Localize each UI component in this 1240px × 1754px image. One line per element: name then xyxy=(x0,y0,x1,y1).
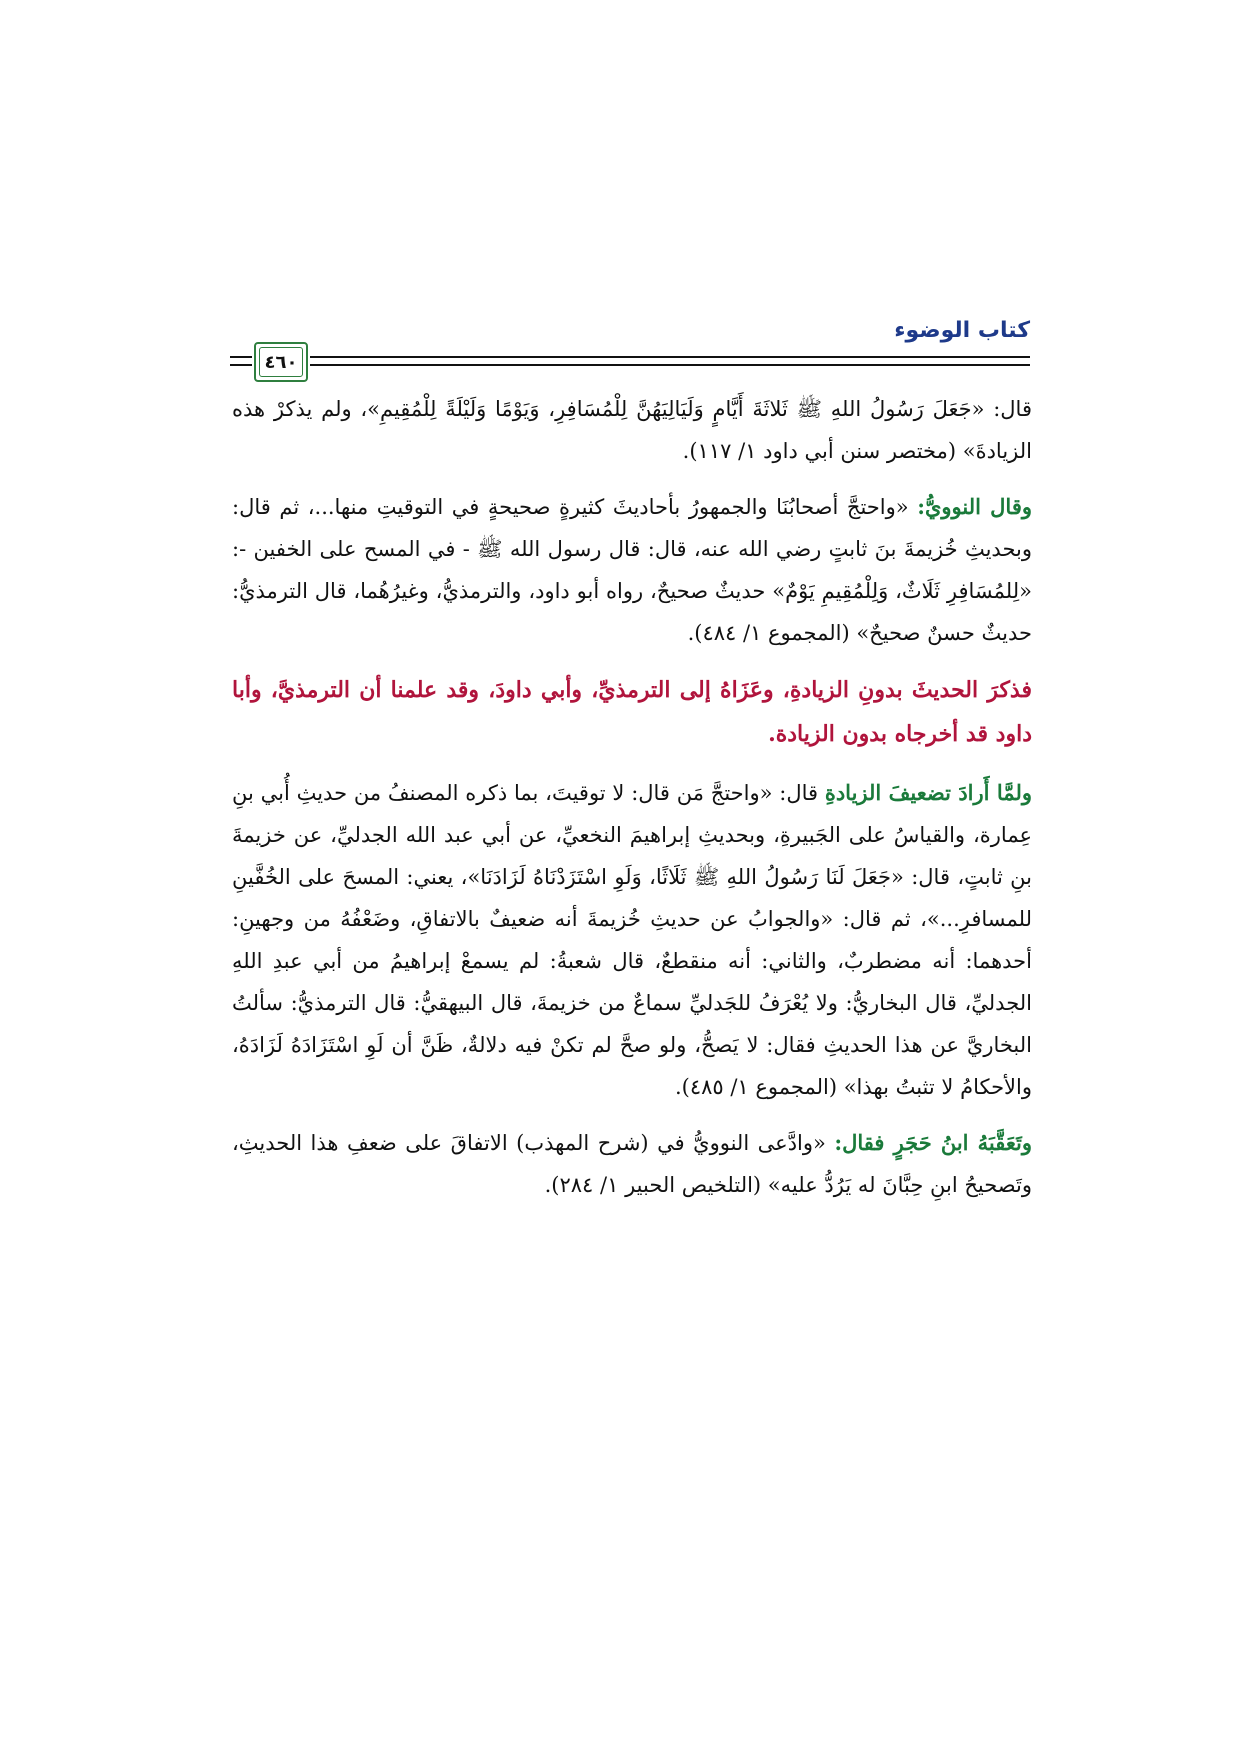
page-number-frame xyxy=(254,342,308,382)
header-rule-top xyxy=(310,356,1030,358)
paragraph-5-text: «وادَّعى النوويُّ في (شرح المهذب) الاتفاقَ على ضعفِ هذا الحديثِ، وتَصحيحُ ابنِ حِبَّانَ له يَرُدُّ عليه» (التلخيص الحبير ١/ ٢٨٤). xyxy=(232,1131,1032,1197)
page-number: ٤٦٠ xyxy=(264,351,298,373)
page-header xyxy=(230,318,1030,378)
paragraph-2-lead: وقال النوويُّ: xyxy=(917,494,1032,519)
paragraph-5-lead: وتَعَقَّبَهُ ابنُ حَجَرٍ فقال: xyxy=(834,1130,1032,1155)
paragraph-2-text: «واحتجَّ أصحابُنَا والجمهورُ بأحاديثَ كثيرةٍ صحيحةٍ في التوقيتِ منها...، ثم قال: وبحديثِ خُزيمةَ بنَ ثابتٍ رضي الله عنه، قال: قال رسول الله ﷺ - في المسح على الخفين -: «لِلمُسَافِرِ ثَلَاثٌ، وَلِلْمُقِيمِ يَوْمٌ» حديثٌ صحيحٌ، رواه أبو داود، والترمذيُّ، وغيرُهُما، قال الترمذيُّ: حديثٌ حسنٌ صحيحٌ» (المجموع ١/ ٤٨٤). xyxy=(232,495,1032,645)
paragraph-4 xyxy=(232,772,1032,1108)
header-rule-bottom xyxy=(310,364,1030,366)
header-rule-left-bottom xyxy=(230,364,252,366)
paragraph-4-lead: ولمَّا أَرادَ تضعيفَ الزيادةِ xyxy=(824,780,1032,805)
highlight-paragraph: فذكرَ الحديثَ بدونِ الزيادةِ، وعَزَاهُ إلى الترمذيِّ، وأبي داودَ، وقد علمنا أن الترمذيَّ، وأبا داود قد أخرجاه بدون الزيادة. xyxy=(232,677,1032,747)
header-rule-left-top xyxy=(230,356,252,358)
paragraph-4-text: قال: «واحتجَّ مَن قال: لا توقيتَ، بما ذكره المصنفُ من حديثِ أُبي بنِ عِمارة، والقياسُ على الجَبيرةِ، وبحديثِ إبراهيمَ النخعيِّ، عن أبي عبد الله الجدليِّ، عن خزيمةَ بنِ ثابتٍ، قال: «جَعَلَ لَنَا رَسُولُ اللهِ ﷺ ثَلَاثًا، وَلَوِ اسْتَزَدْنَاهُ لَزَادَنَا»، يعني: المسحَ على الخُفَّينِ للمسافرِ...»، ثم قال: «والجوابُ عن حديثِ خُزيمةَ أنه ضعيفٌ بالاتفاقِ، وضَعْفُهُ من وجهينِ: أحدهما: أنه مضطربٌ، والثاني: أنه منقطعٌ، قال شعبةُ: لم يسمعْ إبراهيمُ من أبي عبدِ اللهِ الجدليِّ، قال البخاريُّ: ولا يُعْرَفُ للجَدليِّ سماعٌ من خزيمةَ، قال البيهقيُّ: قال الترمذيُّ: سألتُ البخاريَّ عن هذا الحديثِ فقال: لا يَصحُّ، ولو صحَّ لم تكنْ فيه دلالةٌ، ظَنَّ أن لَوِ اسْتَزَادَهُ لَزَادَهُ، والأحكامُ لا تثبتُ بهذا» (المجموع ١/ ٤٨٥). xyxy=(232,781,1032,1099)
paragraph-5 xyxy=(232,1122,1032,1206)
book-title: كتاب الوضوء xyxy=(894,318,1030,343)
paragraph-1 xyxy=(232,388,1032,472)
paragraph-2 xyxy=(232,486,1032,654)
page-body xyxy=(232,388,1032,1220)
paragraph-1-text: قال: «جَعَلَ رَسُولُ اللهِ ﷺ ثَلاثَةَ أَيَّامٍ وَلَيَالِيَهُنَّ لِلْمُسَافِرِ، وَيَوْمًا وَلَيْلَةً لِلْمُقِيمِ»، ولم يذكرْ هذه الزيادةَ» (مختصر سنن أبي داود ١/ ١١٧). xyxy=(232,397,1032,463)
